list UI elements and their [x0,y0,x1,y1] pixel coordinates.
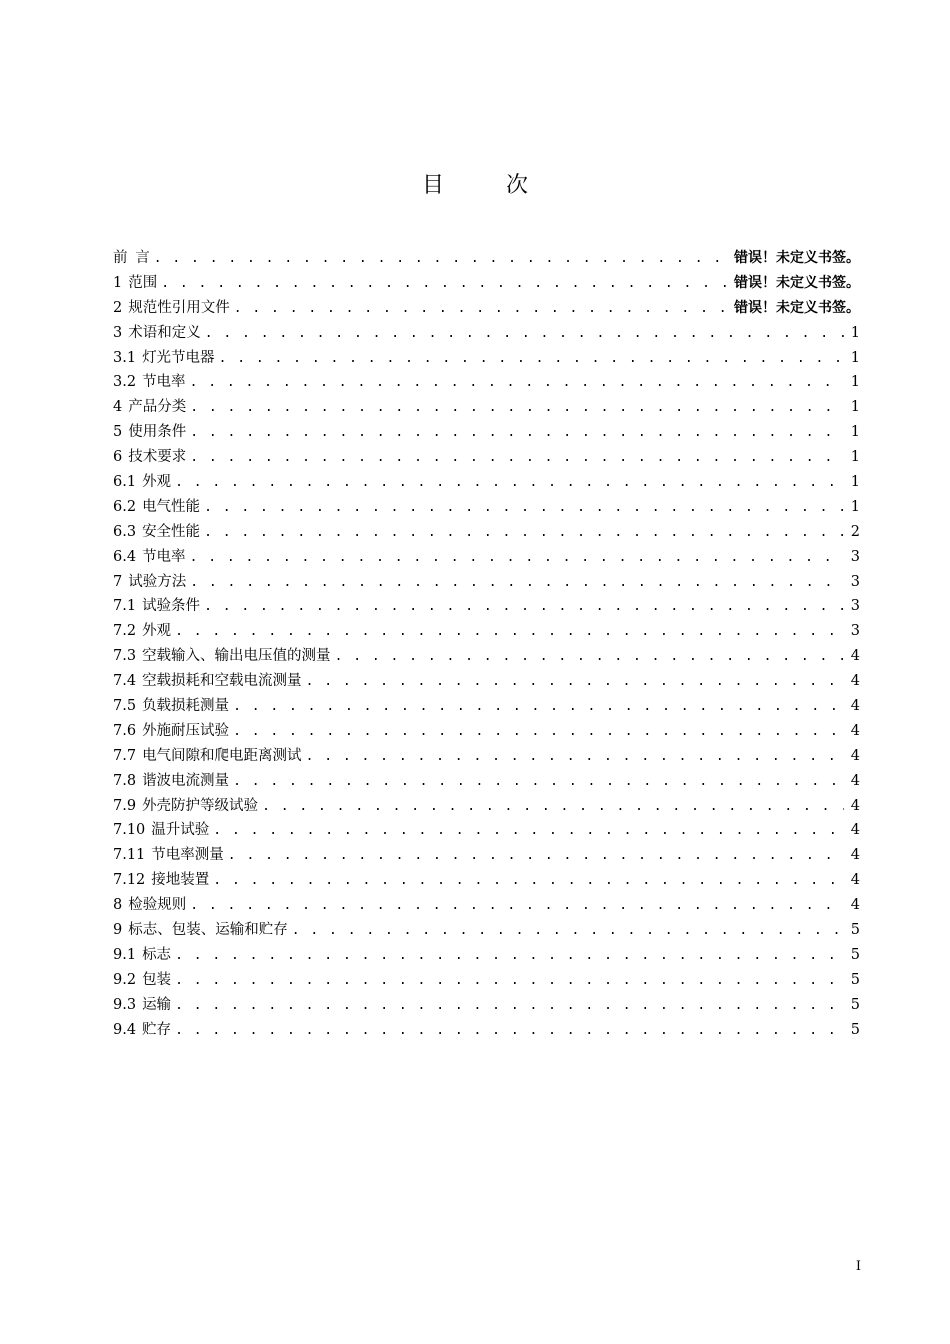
toc-entry-number: 6.1 [113,474,137,491]
toc-entry-number: 4 [113,399,123,416]
toc-entry-label: 外观 [142,623,172,640]
toc-entry-label: 试验条件 [142,598,201,615]
toc-entry-label: 节电率测量 [151,847,224,864]
toc-entry-label: 使用条件 [128,424,187,441]
toc-page-ref: 错误！未定义书签。 [734,250,860,266]
toc-page-ref: 1 [850,324,860,341]
toc-entry-label: 温升试验 [151,822,210,839]
title-right-char: 次 [506,173,529,198]
toc-leader-dots [175,994,844,1018]
toc-entry-label: 负载损耗测量 [142,698,230,715]
toc-entry-label: 技术要求 [128,449,187,466]
toc-entry-label: 外施耐压试验 [142,722,230,739]
toc-entry-number: 7.4 [113,673,137,690]
toc-entry[interactable] [113,1018,860,1043]
toc-page-ref: 5 [850,971,860,988]
toc-leader-dots [154,247,730,271]
toc-page-ref: 1 [850,399,860,416]
toc-leader-dots [233,695,844,719]
toc-page-ref: 1 [850,374,860,391]
toc-entry[interactable] [113,520,860,545]
toc-leader-dots [175,969,844,993]
toc-entry[interactable] [113,818,860,843]
toc-entry-number: 7.12 [113,872,146,889]
toc-entry[interactable] [113,321,860,346]
toc-page-ref: 1 [850,349,860,366]
toc-entry[interactable] [113,395,860,420]
toc-entry[interactable] [113,420,860,445]
toc-page-ref: 4 [850,822,860,839]
toc-page-ref: 3 [850,548,860,565]
toc-page-ref: 3 [850,598,860,615]
toc-entry-number: 3.1 [113,349,137,366]
toc-entry-label: 标志 [142,946,172,963]
toc-entry-number: 1 [113,274,123,291]
toc-entry-number: 7.8 [113,772,137,789]
toc-entry[interactable] [113,694,860,719]
toc-preface-right: 言 [135,250,150,266]
toc-page-ref: 1 [850,498,860,515]
toc-entry-number: 7.9 [113,797,137,814]
toc-entry[interactable] [113,769,860,794]
toc-entry-number: 7.10 [113,822,146,839]
toc-page-ref: 4 [850,872,860,889]
toc-entry-label: 空载损耗和空载电流测量 [142,673,302,690]
toc-entry-number: 7.2 [113,623,137,640]
toc-entry-label: 外壳防护等级试验 [142,797,259,814]
toc-leader-dots [204,496,844,520]
toc-page-ref: 4 [850,897,860,914]
toc-entry[interactable] [113,719,860,744]
toc-entry-label: 电气间隙和爬电距离测试 [142,747,302,764]
toc-page-ref: 错误！未定义书签。 [734,274,860,291]
toc-page-ref: 4 [850,772,860,789]
toc-page-ref: 4 [850,673,860,690]
toc-leader-dots [306,745,844,769]
toc-entry-number: 7.7 [113,747,137,764]
toc-entry[interactable] [113,843,860,868]
toc-entry[interactable] [113,594,860,619]
toc-entry[interactable] [113,669,860,694]
toc-entry[interactable] [113,619,860,644]
toc-page-ref: 3 [850,623,860,640]
toc-entry-number: 6.4 [113,548,137,565]
toc-entry-number: 7 [113,573,123,590]
toc-leader-dots [190,396,844,420]
toc-leader-dots [234,297,730,321]
toc-entry-number: 8 [113,897,123,914]
toc-entry-label: 外观 [142,474,172,491]
toc-leader-dots [204,521,844,545]
toc-entry[interactable] [113,943,860,968]
toc-page-ref: 5 [850,946,860,963]
toc-page-ref: 4 [850,847,860,864]
toc-entry-number: 9.1 [113,946,137,963]
toc-leader-dots [190,446,844,470]
toc-entry-label: 节电率 [142,374,186,391]
toc-entry[interactable] [113,296,860,321]
toc-entry[interactable] [113,918,860,943]
toc-entry-number: 9.2 [113,971,137,988]
toc-leader-dots [335,645,844,669]
toc-entry-number: 2 [113,299,123,316]
toc-entry-number: 7.3 [113,648,137,665]
toc-entry-label: 接地装置 [151,872,210,889]
toc-leader-dots [228,844,844,868]
toc-entry-number: 9.4 [113,1021,137,1038]
toc-entry-label: 安全性能 [142,523,201,540]
toc-page-ref: 错误！未定义书签。 [734,299,860,316]
toc-leader-dots [233,770,844,794]
toc-page-ref: 5 [850,996,860,1013]
toc-entry-label: 贮存 [142,1021,172,1038]
toc-leader-dots [175,471,844,495]
toc-page-ref: 3 [850,573,860,590]
toc-entry-label: 运输 [142,996,172,1013]
toc-page-ref: 1 [850,474,860,491]
toc-entry-label: 产品分类 [128,399,187,416]
toc-entry-label: 灯光节电器 [142,349,215,366]
toc-leader-dots [233,720,844,744]
toc-entry[interactable] [113,644,860,669]
toc-entry-number: 3 [113,324,123,341]
toc-entry[interactable] [113,794,860,819]
toc-leader-dots [190,571,844,595]
toc-entry-number: 7.6 [113,722,137,739]
toc-page-ref: 2 [850,523,860,540]
toc-entry[interactable] [113,495,860,520]
toc-page-ref: 5 [850,1021,860,1038]
toc-leader-dots [175,620,844,644]
toc-entry-number: 7.11 [113,847,146,864]
toc-entry-number: 5 [113,424,123,441]
toc-entry[interactable] [113,470,860,495]
toc-leader-dots [175,944,844,968]
toc-entry-label: 包装 [142,971,172,988]
toc-page-ref: 5 [850,922,860,939]
toc-leader-dots [190,371,844,395]
toc-leader-dots [190,421,844,445]
toc-page-ref: 4 [850,722,860,739]
toc-entry-number: 6.2 [113,498,137,515]
toc-entry-number: 3.2 [113,374,137,391]
toc-leader-dots [175,1019,844,1043]
toc-entry[interactable] [113,570,860,595]
toc-entry-label: 电气性能 [142,498,201,515]
toc-page-ref: 4 [850,797,860,814]
toc-entry-number: 6.3 [113,523,137,540]
toc-entry[interactable] [113,370,860,395]
toc-leader-dots [213,819,844,843]
toc-leader-dots [161,272,730,296]
title-left-char: 目 [421,173,444,198]
toc-entry-label: 术语和定义 [128,324,201,341]
toc-entry-number: 9.3 [113,996,137,1013]
toc-entry[interactable] [113,445,860,470]
toc-entry-label: 试验方法 [128,573,187,590]
toc-page-ref: 4 [850,698,860,715]
toc-entry[interactable] [113,346,860,371]
toc-entry[interactable] [113,271,860,296]
toc-page-ref: 4 [850,747,860,764]
toc-entry[interactable] [113,545,860,570]
page-title [0,168,950,199]
toc-leader-dots [219,347,844,371]
toc-entry-label: 检验规则 [128,897,187,914]
toc-entry[interactable] [113,993,860,1018]
toc-leader-dots [190,894,844,918]
toc-entry-label: 节电率 [142,548,186,565]
toc-leader-dots [190,546,844,570]
toc-page-ref: 1 [850,424,860,441]
toc-leader-dots [262,795,844,819]
toc-entry-label: 谐波电流测量 [142,772,230,789]
toc-entry-label: 标志、包装、运输和贮存 [128,922,288,939]
toc-preface-left: 前 [113,250,128,266]
toc-entry[interactable] [113,893,860,918]
toc-page-ref: 4 [850,648,860,665]
toc-entry-preface[interactable] [113,246,860,271]
toc-leader-dots [306,670,844,694]
page-number: I [855,1259,861,1274]
toc-leader-dots [292,919,844,943]
toc-entry-label: 规范性引用文件 [128,299,230,316]
toc-entry[interactable] [113,744,860,769]
toc-entry[interactable] [113,968,860,993]
toc-leader-dots [204,595,844,619]
toc-leader-dots [205,322,844,346]
toc-page-ref: 1 [850,449,860,466]
toc-entry-number: 9 [113,922,123,939]
toc-entry-label: 范围 [128,274,158,291]
toc-entry-number: 7.1 [113,598,137,615]
table-of-contents [113,246,860,1043]
toc-entry-label: 空载输入、输出电压值的测量 [142,648,331,665]
toc-entry-number: 6 [113,449,123,466]
toc-leader-dots [213,869,844,893]
toc-entry-number: 7.5 [113,698,137,715]
toc-entry[interactable] [113,868,860,893]
